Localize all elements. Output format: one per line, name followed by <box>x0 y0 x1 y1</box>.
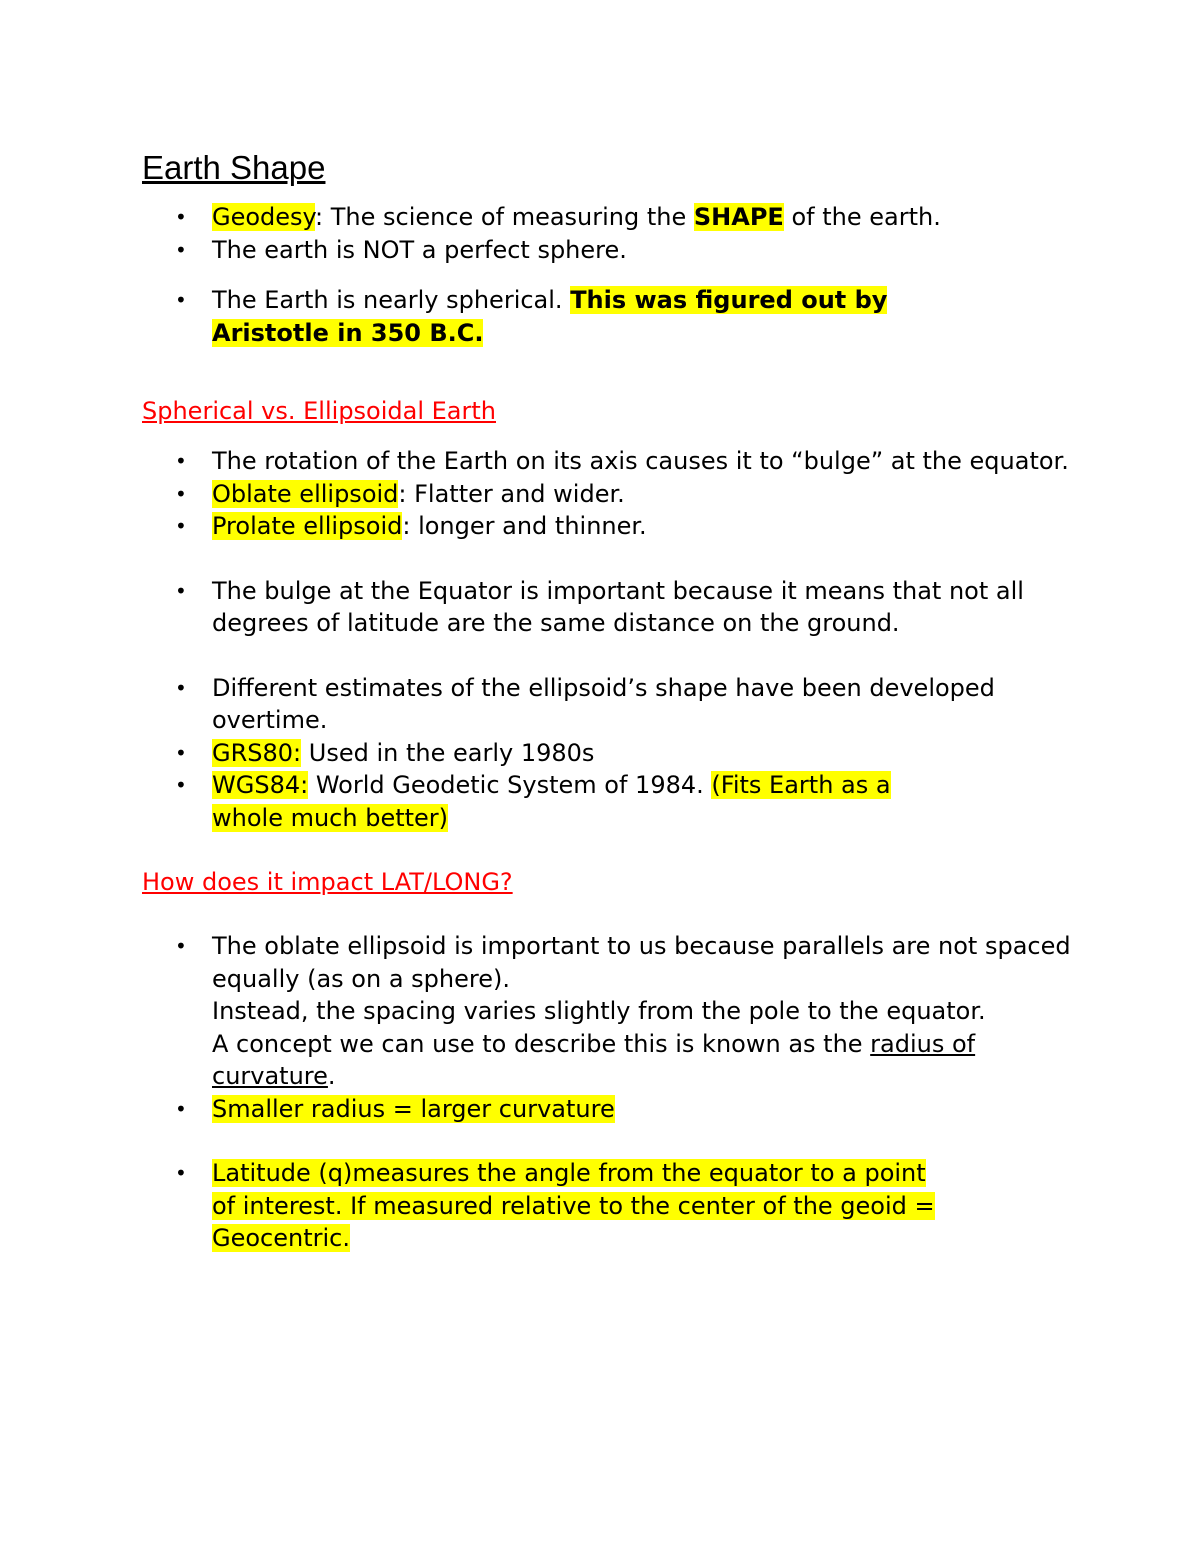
item-text: World Geodetic System of 1984. <box>308 771 712 799</box>
highlight-latitude: Latitude (q)measures the angle from the equator to a point <box>212 1159 926 1187</box>
highlight-geocentric: Geocentric. <box>212 1224 350 1252</box>
highlight-latitude-cont: of interest. If measured relative to the center of the geoid = <box>212 1191 935 1220</box>
item-text: The rotation of the Earth on its axis causes it to “bulge” at the equator. <box>212 447 1069 475</box>
item-text: The Earth is nearly spherical. <box>212 286 571 314</box>
list-item <box>142 672 1082 737</box>
radius-of-curvature-term: radius of curvature <box>212 1029 976 1090</box>
item-text: The oblate ellipsoid is important to us because parallels are not spaced equally (as on a sphere). <box>212 932 1071 993</box>
item-text: : The science of measuring the <box>315 203 694 231</box>
list-item <box>142 1093 1082 1126</box>
bullet-icon: • <box>175 934 187 958</box>
item-text: of the earth. <box>783 203 941 231</box>
item-text: The earth is NOT a perfect sphere. <box>212 235 627 264</box>
term-prolate: Prolate ellipsoid <box>212 512 403 540</box>
list-item <box>142 234 1082 267</box>
list-item <box>142 1157 1082 1255</box>
bullet-icon: • <box>175 205 187 229</box>
item-text: . <box>327 1062 336 1090</box>
bullet-icon: • <box>175 675 187 700</box>
list-item <box>142 284 1082 349</box>
list-item <box>142 201 1082 234</box>
bullet-icon: • <box>175 1161 187 1185</box>
list-item <box>142 930 1082 1093</box>
bullet-icon: • <box>175 288 187 312</box>
bullet-icon: • <box>175 481 187 506</box>
bullet-icon: • <box>175 1096 187 1121</box>
item-text: : Flatter and wider. <box>398 479 625 508</box>
term-grs80: GRS80: <box>212 738 302 767</box>
highlight-fits-earth: (Fits Earth as a <box>711 771 891 799</box>
section-heading-latlong: How does it impact LAT/LONG? <box>142 868 513 896</box>
list-item <box>142 445 1082 478</box>
highlight-aristotle-cont: Aristotle in 350 B.C. <box>212 318 484 347</box>
item-text: The bulge at the Equator is important because it means that not all degrees of latitude are the same distance on the ground. <box>212 576 1024 637</box>
list-item <box>142 737 1082 770</box>
page-title: Earth Shape <box>142 149 326 186</box>
item-text: Different estimates of the ellipsoid’s shape have been developed overtime. <box>212 673 995 734</box>
bullet-icon: • <box>175 740 187 765</box>
item-text: : longer and thinner. <box>402 512 647 540</box>
bullet-icon: • <box>175 237 187 262</box>
list-item <box>142 769 1082 834</box>
section-3-list <box>142 930 1082 1255</box>
highlight-smaller-radius: Smaller radius = larger curvature <box>212 1094 615 1123</box>
list-item <box>142 478 1082 511</box>
bullet-icon: • <box>175 449 187 473</box>
list-item <box>142 575 1082 640</box>
key-word-shape: SHAPE <box>693 203 784 231</box>
bullet-icon: • <box>175 773 187 797</box>
bullet-icon: • <box>175 578 187 603</box>
term-oblate: Oblate ellipsoid <box>212 479 399 508</box>
highlight-fits-earth-cont: whole much better) <box>212 803 449 832</box>
section-2-list <box>142 445 1082 834</box>
bullet-icon: • <box>175 514 187 538</box>
term-wgs84: WGS84: <box>212 771 309 799</box>
document-content <box>142 148 1082 1255</box>
term-geodesy: Geodesy <box>212 203 316 231</box>
highlight-aristotle: This was figured out by <box>570 286 888 314</box>
item-text: Used in the early 1980s <box>301 738 595 767</box>
section-1-list <box>142 201 1082 349</box>
section-heading-spherical: Spherical vs. Ellipsoidal Earth <box>142 397 496 425</box>
item-text: A concept we can use to describe this is known as the <box>212 1029 871 1058</box>
list-item <box>142 510 1082 543</box>
item-text: Instead, the spacing varies slightly from the pole to the equator. <box>212 997 986 1025</box>
